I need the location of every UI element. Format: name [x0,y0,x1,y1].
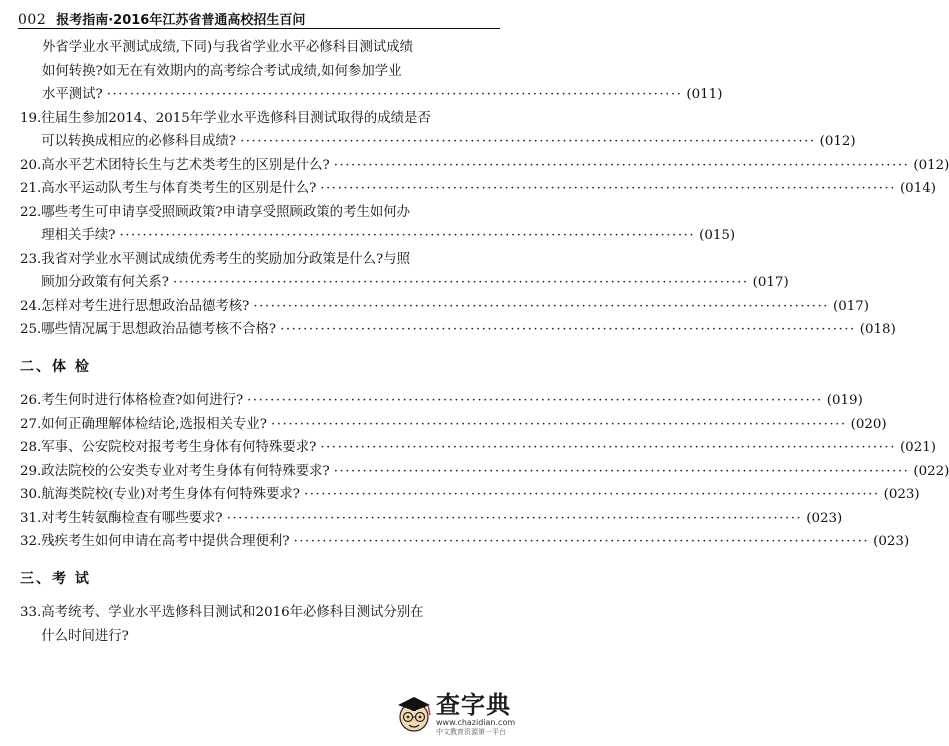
leader-dots [334,460,910,484]
toc-entry-body [41,201,735,248]
toc-entry-text: 残疾考生如何申请在高考中提供合理便利? [41,534,290,549]
toc-entry-last-line [41,177,936,201]
leader-dots [320,436,896,460]
toc-entry-last-line [41,625,498,649]
toc-entry-last-line [41,318,896,342]
toc-entry-last-line [42,83,722,107]
toc-entry-page: (019) [826,393,863,408]
toc-entry-last-line [41,130,855,154]
toc-entry-text: 高水平运动队考生与体育类考生的区别是什么? [41,181,317,196]
toc-entry [20,530,910,554]
toc-entry-page: (022) [913,463,949,479]
toc-entry [20,201,736,248]
watermark-url: www.chazidian.com [436,717,516,727]
toc-entry-body [41,389,863,413]
toc-entry-page: (012) [819,134,856,149]
toc-list-continued [20,36,949,342]
toc-entry-last-line [41,460,949,484]
toc-entry-text: 怎样对考生进行思想政治品德考核? [41,298,250,314]
leader-dots [247,389,823,413]
toc-entry-body [41,507,842,531]
toc-entry-line: 外省学业水平测试成绩,下同)与我省学业水平必修科目测试成绩 [42,40,414,55]
watermark-logo [394,686,516,742]
toc-list-exam [20,601,498,648]
toc-entry-page: (023) [873,534,910,549]
toc-content [20,36,949,648]
watermark-tagline: 中文教育资源第一平台 [436,727,506,736]
toc-entry-last-line [41,389,863,413]
toc-entry-page: (015) [699,228,736,243]
toc-entry-text: 顾加分政策有何关系? [41,275,169,290]
toc-entry-body [41,460,949,484]
leader-dots [173,271,749,295]
leader-dots [271,413,847,437]
toc-entry-number: 23. [20,251,42,267]
toc-entry-number: 30. [20,487,42,502]
toc-entry-body [41,295,869,319]
toc-entry-number: 20. [20,157,42,173]
toc-entry-body [41,530,909,554]
toc-entry-number: 27. [20,416,42,432]
toc-entry-number: 31. [20,510,42,526]
toc-entry-body [20,36,722,107]
running-title: 报考指南·2016年江苏省普通高校招生百问 [56,13,306,28]
toc-entry-page: (021) [899,440,936,455]
toc-entry-page: (020) [850,416,887,432]
toc-entry-page: (014) [899,181,936,196]
toc-entry-last-line [41,413,886,437]
toc-entry-body [41,107,855,154]
toc-entry-last-line [41,295,869,319]
leader-dots [334,154,910,178]
toc-entry-body [41,154,949,178]
leader-dots [320,177,896,201]
toc-entry-text: 哪些情况属于思想政治品德考核不合格? [41,322,277,337]
toc-entry [20,436,936,460]
toc-entry [20,601,498,648]
toc-entry-text: 航海类院校(专业)对考生身体有何特殊要求? [41,487,300,502]
toc-entry-number: 33. [20,605,42,620]
toc-entry [20,460,949,484]
toc-entry [20,507,843,531]
running-header [18,6,500,29]
toc-entry-page: (012) [913,157,949,173]
toc-entry-body [41,248,788,295]
toc-entry-last-line [41,483,919,507]
toc-entry-last-line [41,507,842,531]
toc-list-physical-exam [20,389,949,554]
toc-entry [20,177,936,201]
toc-entry-body [41,177,936,201]
leader-dots [280,318,856,342]
toc-entry [20,295,870,319]
leader-dots [253,295,829,319]
watermark-brand: 查字典 [436,690,511,719]
leader-dots [240,130,816,154]
toc-entry-last-line [41,530,909,554]
toc-entry [20,413,887,437]
toc-entry-line: 高考统考、学业水平选修科目测试和2016年必修科目测试分别在 [41,605,424,620]
toc-entry-number: 21. [20,181,42,196]
toc-entry-page: (018) [859,322,896,337]
toc-entry-text: 高水平艺术团特长生与艺术类考生的区别是什么? [41,157,330,173]
toc-entry-number: 28. [20,440,42,455]
toc-entry-line: 哪些考生可申请享受照顾政策?申请享受照顾政策的考生如何办 [41,204,411,220]
toc-entry-text: 考生何时进行体格检查?如何进行? [41,393,244,408]
toc-entry-number: 24. [20,298,42,314]
toc-entry-number: 19. [20,110,42,126]
toc-entry-page: (023) [806,510,843,526]
toc-entry-last-line [41,271,788,295]
section-heading-exam: 三、考 试 [20,570,91,587]
toc-entry [20,318,896,342]
toc-entry-last-line [41,154,949,178]
toc-entry-last-line [41,224,735,248]
toc-entry-text: 可以转换成相应的必修科目成绩? [41,134,236,149]
toc-entry-text: 理相关手续? [41,228,116,243]
toc-entry-page: (017) [752,275,789,290]
leader-dots [227,507,803,531]
toc-entry [20,107,856,154]
toc-entry-text: 军事、公安院校对报考考生身体有何特殊要求? [41,440,317,455]
page-number: 002 [18,12,47,28]
toc-entry [20,248,789,295]
toc-entry-number: 32. [20,534,42,549]
toc-entry [20,36,723,107]
toc-entry-text: 对考生转氨酶检查有哪些要求? [41,510,223,526]
toc-entry-body [41,601,498,648]
toc-entry-number: 25. [20,322,42,337]
toc-entry-text: 什么时间进行? [41,628,129,644]
leader-dots [304,483,880,507]
toc-entry-text: 政法院校的公安类专业对考生身体有何特殊要求? [41,463,330,479]
toc-entry-line: 如何转换?如无在有效期内的高考综合考试成绩,如何参加学业 [42,63,402,79]
toc-entry-line: 往届生参加2014、2015年学业水平选修科目测试取得的成绩是否 [41,110,431,126]
watermark-text [436,692,515,737]
toc-entry-body [41,318,896,342]
toc-entry-last-line [41,436,936,460]
leader-dots [107,83,683,107]
toc-entry [20,389,863,413]
toc-entry [20,483,920,507]
toc-entry-number: 29. [20,463,42,479]
toc-entry-page: (023) [883,487,920,502]
toc-entry-line: 我省对学业水平测试成绩优秀考生的奖励加分政策是什么?与照 [41,251,411,267]
section-heading-physical-exam: 二、体 检 [20,358,91,375]
toc-entry [20,154,949,178]
toc-entry-page: (017) [833,298,870,314]
toc-entry-number: 26. [20,393,42,408]
mascot-icon [394,691,434,737]
toc-entry-text: 如何正确理解体检结论,选报相关专业? [41,416,267,432]
toc-entry-body [41,413,886,437]
toc-entry-body [41,483,919,507]
leader-dots [294,530,870,554]
leader-dots [119,224,695,248]
toc-entry-number: 22. [20,204,42,220]
toc-entry-page: (011) [686,87,723,102]
toc-entry-text: 水平测试? [42,87,103,102]
toc-entry-body [41,436,936,460]
